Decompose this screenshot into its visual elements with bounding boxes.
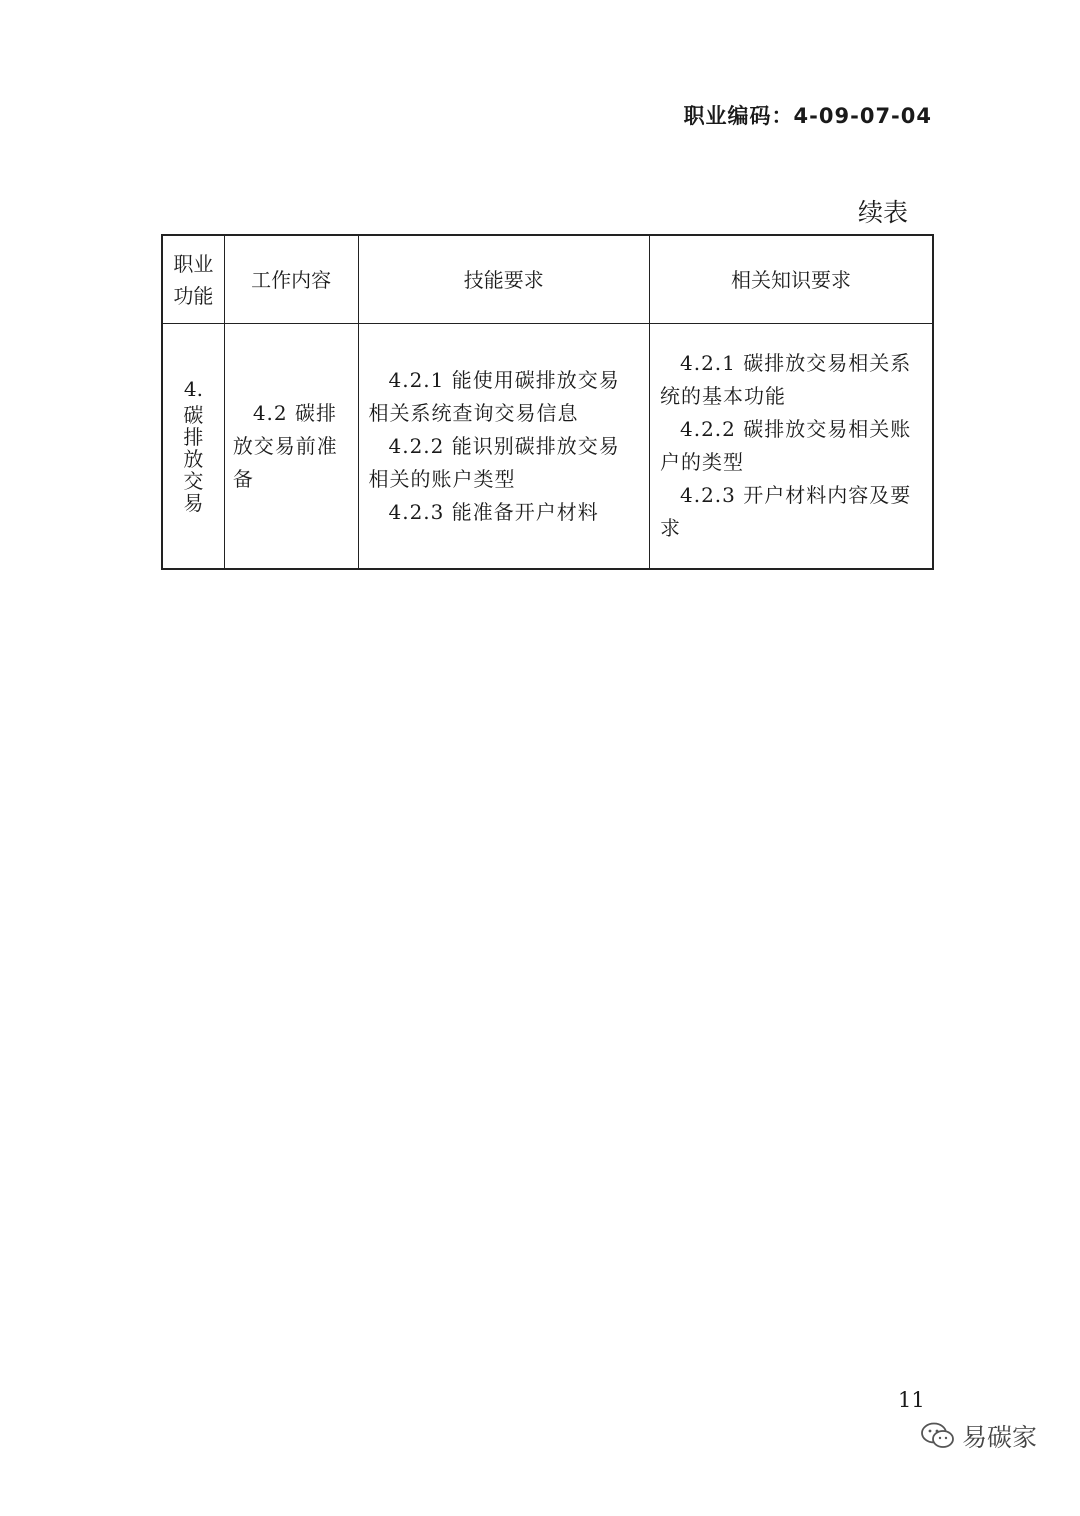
function-cell xyxy=(162,324,224,570)
header-knowledge: 相关知识要求 xyxy=(650,235,934,324)
function-char: 碳 xyxy=(183,403,204,427)
function-char: 放 xyxy=(183,447,204,471)
watermark-text: 易碳家 xyxy=(962,1423,1038,1452)
skills-cell xyxy=(358,324,650,570)
knowledge-item: 4.2.3 开户材料内容及要求 xyxy=(660,483,912,540)
skill-item: 4.2.2 能识别碳排放交易相关的账户类型 xyxy=(368,433,620,491)
function-number: 4. xyxy=(183,377,203,401)
knowledge-item: 4.2.1 碳排放交易相关系统的基本功能 xyxy=(660,351,912,408)
skill-item: 4.2.1 能使用碳排放交易相关系统查询交易信息 xyxy=(368,367,620,425)
function-char: 交 xyxy=(183,469,204,493)
header-function: 职业 功能 xyxy=(162,235,224,324)
function-char: 排 xyxy=(183,425,204,449)
header-work-content: 工作内容 xyxy=(224,235,358,324)
work-content-cell xyxy=(224,324,358,570)
header-skills: 技能要求 xyxy=(358,235,650,324)
table-continued-label: 续表 xyxy=(857,198,908,227)
requirements-table xyxy=(161,234,934,570)
knowledge-item: 4.2.2 碳排放交易相关账户的类型 xyxy=(660,417,912,474)
function-char: 易 xyxy=(183,491,204,515)
knowledge-cell xyxy=(650,324,934,570)
wechat-icon xyxy=(920,1421,956,1451)
page-number: 11 xyxy=(898,1388,925,1412)
occupation-code: 职业编码：4-09-07-04 xyxy=(683,104,932,128)
work-content-text: 4.2 碳排放交易前准备 xyxy=(232,400,338,491)
table-header-row xyxy=(162,235,933,324)
skill-item: 4.2.3 能准备开户材料 xyxy=(388,499,599,524)
table-row xyxy=(162,324,933,570)
watermark xyxy=(920,1418,1037,1454)
